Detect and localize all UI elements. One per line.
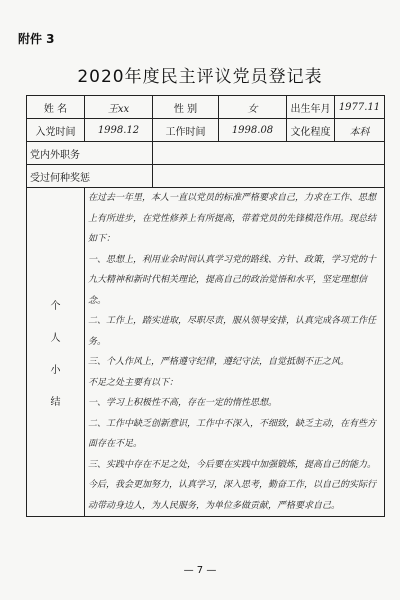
form-row-2 bbox=[27, 119, 385, 142]
page-number: — 7 — bbox=[183, 565, 217, 576]
form-title: 2020年度民主评议党员登记表 bbox=[77, 67, 323, 87]
gender-label: 性 别 bbox=[153, 96, 219, 119]
form-row-4 bbox=[27, 165, 385, 188]
gender-value: 女 bbox=[219, 96, 287, 119]
attachment-label: 附件 3 bbox=[18, 32, 55, 46]
join-label: 入党时间 bbox=[27, 119, 85, 142]
summary-label bbox=[27, 188, 85, 517]
work-label: 工作时间 bbox=[153, 119, 219, 142]
form-row-1 bbox=[27, 96, 385, 119]
join-value: 1998.12 bbox=[85, 119, 153, 142]
edu-label: 文化程度 bbox=[287, 119, 335, 142]
summary-label-char: 人 bbox=[50, 332, 61, 344]
edu-value: 本科 bbox=[335, 119, 385, 142]
birth-label: 出生年月 bbox=[287, 96, 335, 119]
summary-content bbox=[85, 188, 385, 517]
summary-label-char: 个 bbox=[50, 300, 61, 312]
award-value bbox=[153, 165, 385, 188]
name-value: 王xx bbox=[85, 96, 153, 119]
form-row-3 bbox=[27, 142, 385, 165]
summary-text: 在过去一年里，本人一直以党员的标准严格要求自己，力求在工作、思想上有所进步，在党性修养上有所提高，带着党员的先锋模范作用。现总结如下： 一、思想上，利用业余时间认真学习党的路线、方针、政策，学习党的十九大精神和新时代相关理论，提高自己的政治觉悟和水平，坚定理想信念。 二、工作上，踏实进取，尽职尽责，服从领导安排，认真完成各项工作任务。 三、个人作风上，严格遵守纪律，遵纪守法，自觉抵制不正之风。 不足之处主要有以下： 一、学习上积极性不高，存在一定的惰性思想。 二、工作中缺乏创新意识，工作中不深入，不细致，缺乏主动，在有些方面存在不足。 三、实践中存在不足之处，今后要在实践中加强锻炼，提高自己的能力。 今后，我会更加努力，认真学习，深入思考，勤奋工作，以自己的实际行动带动身边人，为人民服务，为单位多做贡献，严格要求自己。 bbox=[88, 193, 377, 511]
award-label: 受过何种奖惩 bbox=[27, 165, 153, 188]
duty-value bbox=[153, 142, 385, 165]
birth-value: 1977.11 bbox=[335, 96, 385, 119]
duty-label: 党内外职务 bbox=[27, 142, 153, 165]
work-value: 1998.08 bbox=[219, 119, 287, 142]
registration-form bbox=[26, 95, 385, 517]
name-label: 姓 名 bbox=[27, 96, 85, 119]
form-row-summary bbox=[27, 188, 385, 517]
summary-label-char: 小 bbox=[50, 364, 61, 376]
summary-label-char: 结 bbox=[50, 396, 61, 408]
